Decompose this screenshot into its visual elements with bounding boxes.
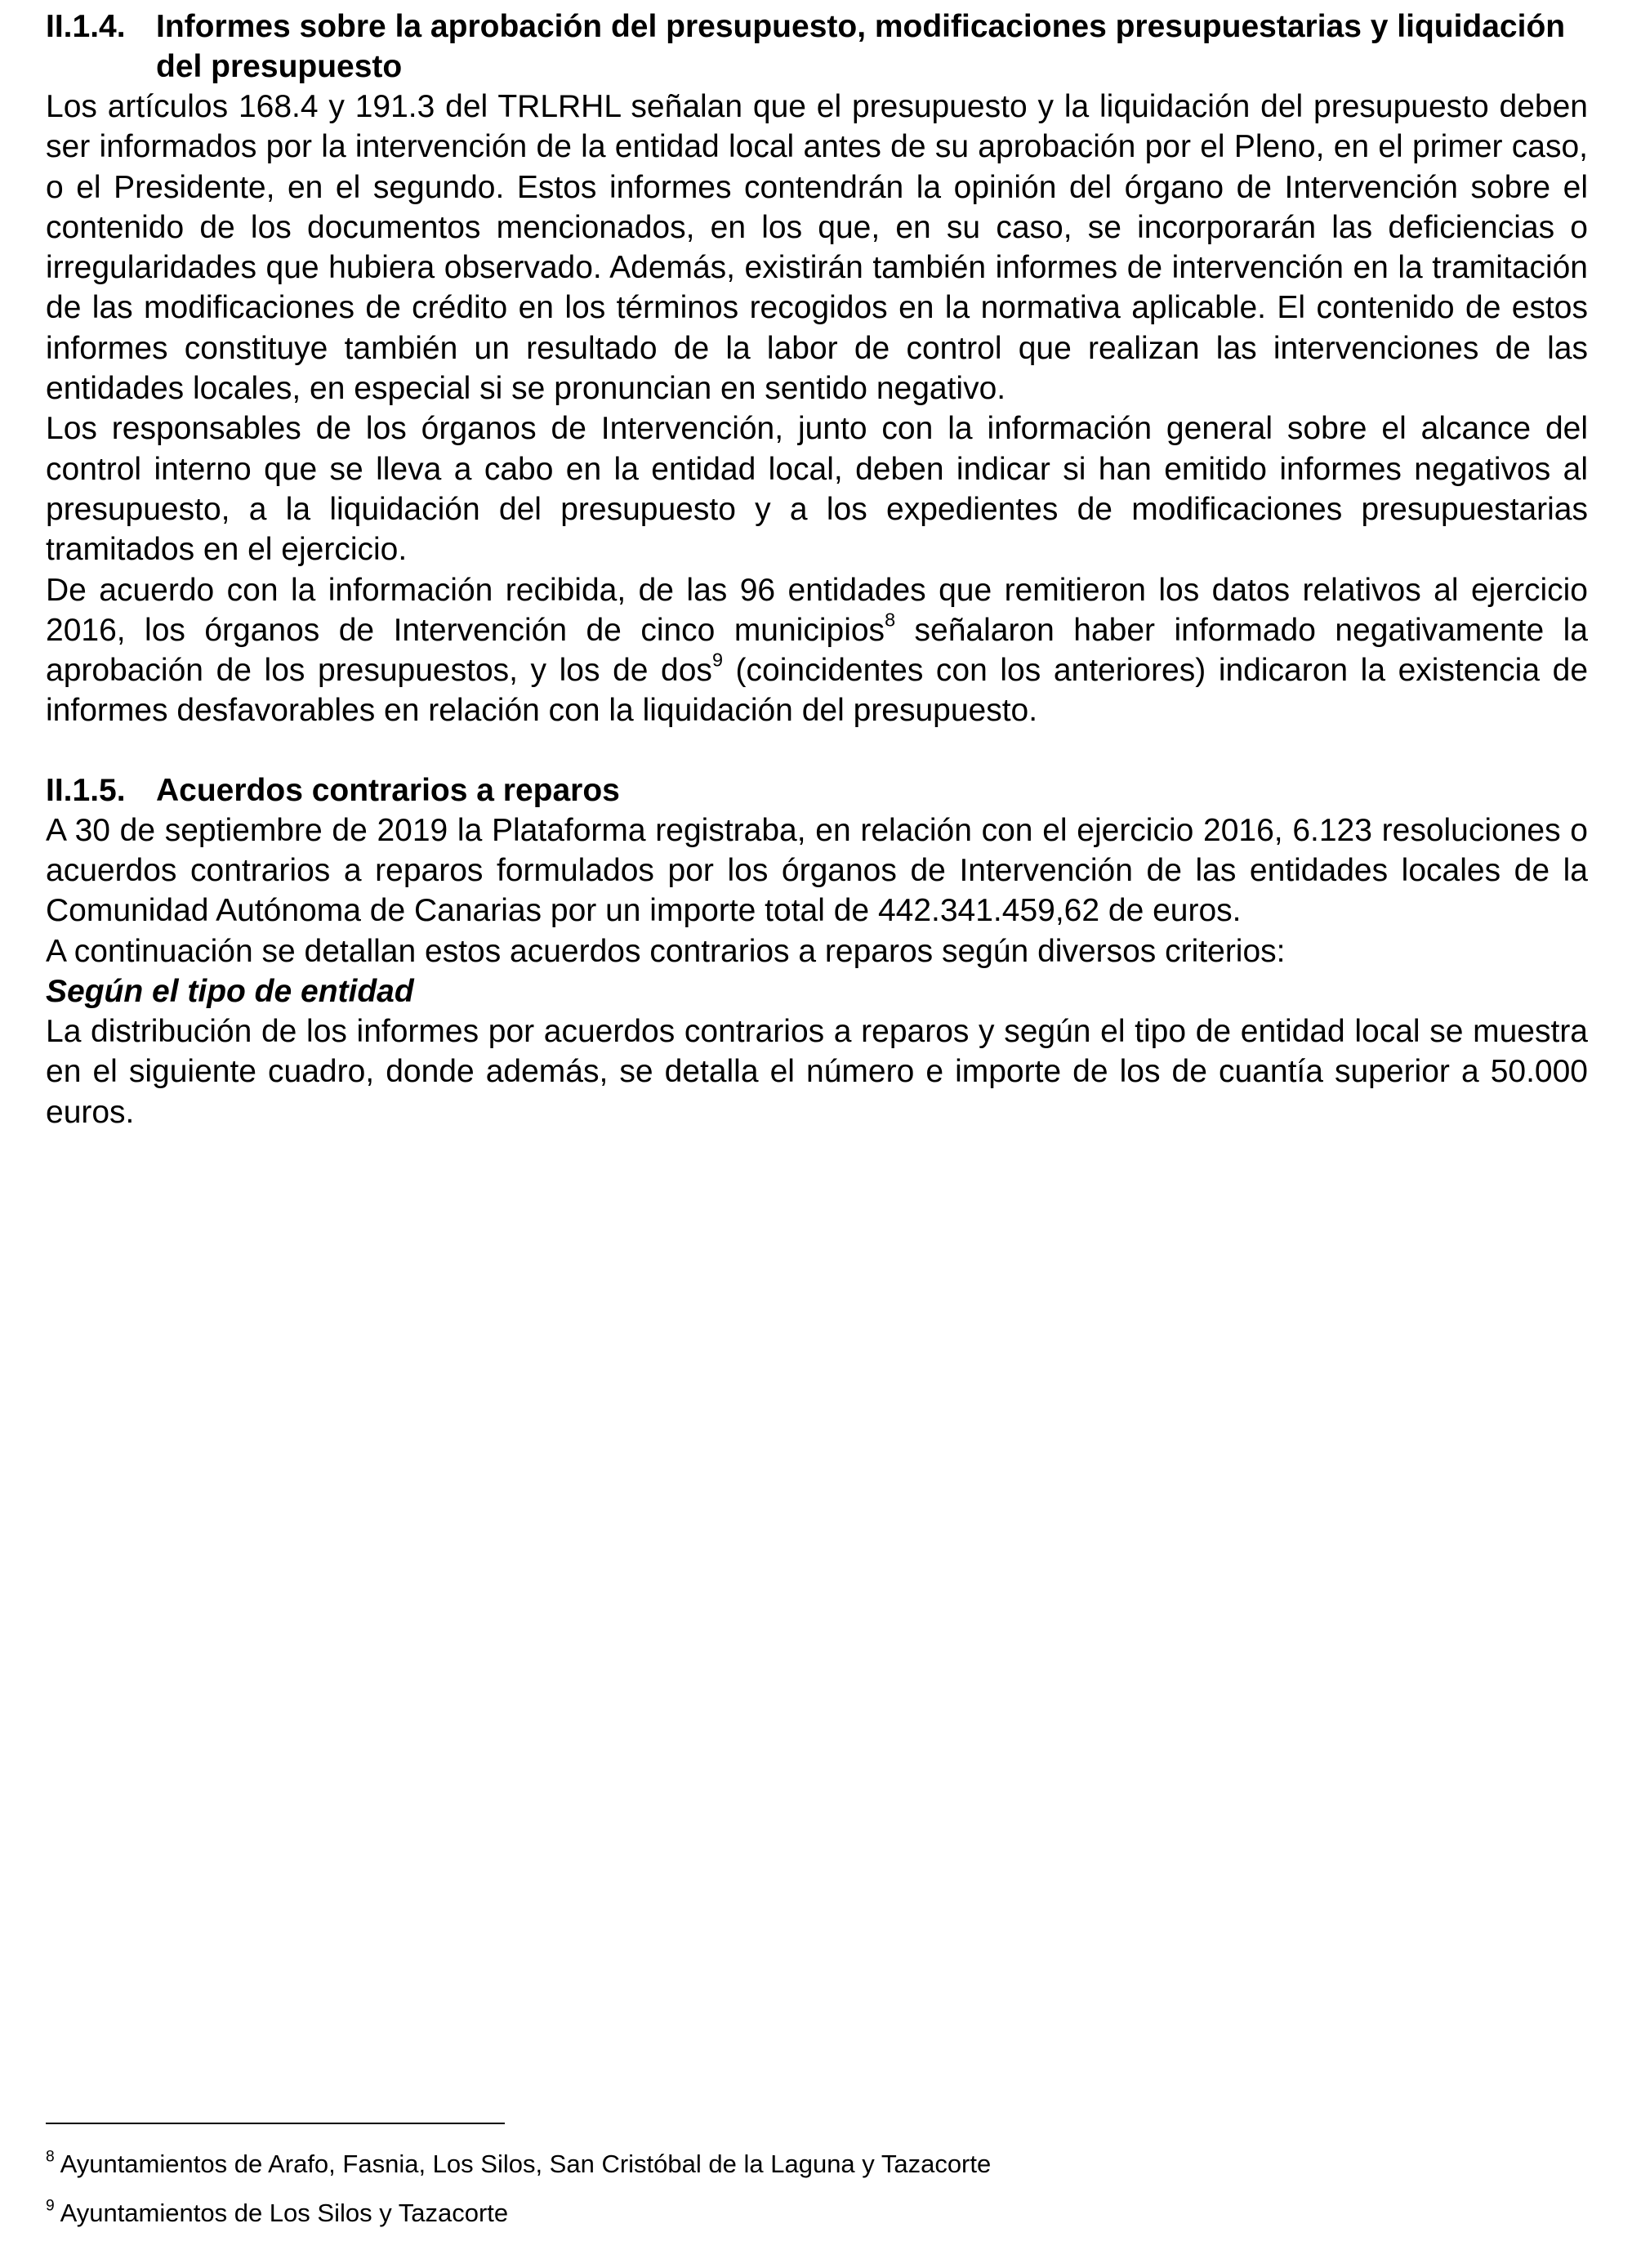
paragraph-text: (coincidentes con los anteriores) indicaron la existencia de informes desfavorables en relación con la liquidación del presupuesto. bbox=[46, 653, 1589, 729]
footnote-reference-9[interactable]: 9 bbox=[711, 649, 723, 671]
paragraph-distribucion-informes: La distribución de los informes por acuerdos contrarios a reparos y según el tipo de entidad local se muestra en el siguiente cuadro, donde además, se detalla el número e importe de los de cuantía superior a 50.000 euros. bbox=[46, 1013, 1588, 1130]
footnote-mark: 9 bbox=[46, 2197, 55, 2215]
footnotes bbox=[46, 2149, 1588, 2247]
footnote-reference-8[interactable]: 8 bbox=[885, 609, 896, 631]
paragraph-informacion-recibida bbox=[46, 570, 1588, 731]
paragraph-plataforma-registraba: A 30 de septiembre de 2019 la Plataforma registraba, en relación con el ejercicio 2016, 6.123 resoluciones o acuerdos contrarios a reparos formulados por los órganos de Intervención de las entidades locales de la Comunidad Autónoma de Canarias por un importe total de 442.341.459,62 de euros. bbox=[46, 812, 1588, 929]
document-page bbox=[46, 7, 1588, 1132]
footnote-mark: 8 bbox=[46, 2148, 55, 2166]
section-title: Acuerdos contrarios a reparos bbox=[156, 772, 620, 808]
footnote-text: Ayuntamientos de Arafo, Fasnia, Los Silos, San Cristóbal de la Laguna y Tazacorte bbox=[54, 2150, 992, 2178]
subheading-tipo-entidad: Según el tipo de entidad bbox=[46, 973, 414, 1009]
section-number: II.1.5. bbox=[46, 772, 126, 808]
paragraph-text: señalaron haber informado negativamente la aprobación de los presupuestos, y los de dos bbox=[46, 612, 1588, 689]
section-title: Informes sobre la aprobación del presupuesto, modificaciones presupuestarias y liquidación del presupuesto bbox=[156, 9, 1566, 84]
footnote-separator bbox=[46, 2123, 505, 2124]
section-number: II.1.4. bbox=[46, 9, 126, 44]
paragraph-text: De acuerdo con la información recibida, de las 96 entidades que remitieron los datos relativos al ejercicio 2016, los órganos de Intervención de cinco municipios bbox=[46, 572, 1588, 648]
paragraph-continuacion: A continuación se detallan estos acuerdos contrarios a reparos según diversos criterios: bbox=[46, 933, 1286, 969]
paragraph-articulos-trlrhl: Los artículos 168.4 y 191.3 del TRLRHL señalan que el presupuesto y la liquidación del presupuesto deben ser informados por la intervención de la entidad local antes de su aprobación por el Pleno, en el primer caso, o el Presidente, en el segundo. Estos informes contendrán la opinión del órgano de Intervención sobre el contenido de los documentos mencionados, en los que, en su caso, se incorporarán las deficiencias o irregularidades que hubiera observado. Además, existirán también informes de intervención en la tramitación de las modificaciones de crédito en los términos recogidos en la normativa aplicable. El contenido de estos informes constituye también un resultado de la labor de control que realizan las intervenciones de las entidades locales, en especial si se pronuncian en sentido negativo. bbox=[46, 89, 1588, 407]
footnote-9 bbox=[46, 2198, 1588, 2229]
footnote-8 bbox=[46, 2149, 1588, 2180]
footnote-text: Ayuntamientos de Los Silos y Tazacorte bbox=[54, 2199, 509, 2227]
paragraph-responsables-intervencion: Los responsables de los órganos de Intervención, junto con la información general sobre el alcance del control interno que se lleva a cabo en la entidad local, deben indicar si han emitido informes negativos al presupuesto, a la liquidación del presupuesto y a los expedientes de modificaciones presupuestarias tramitados en el ejercicio. bbox=[46, 411, 1588, 568]
section-heading-ii-1-5 bbox=[46, 770, 1588, 810]
section-heading-ii-1-4 bbox=[46, 7, 1588, 87]
